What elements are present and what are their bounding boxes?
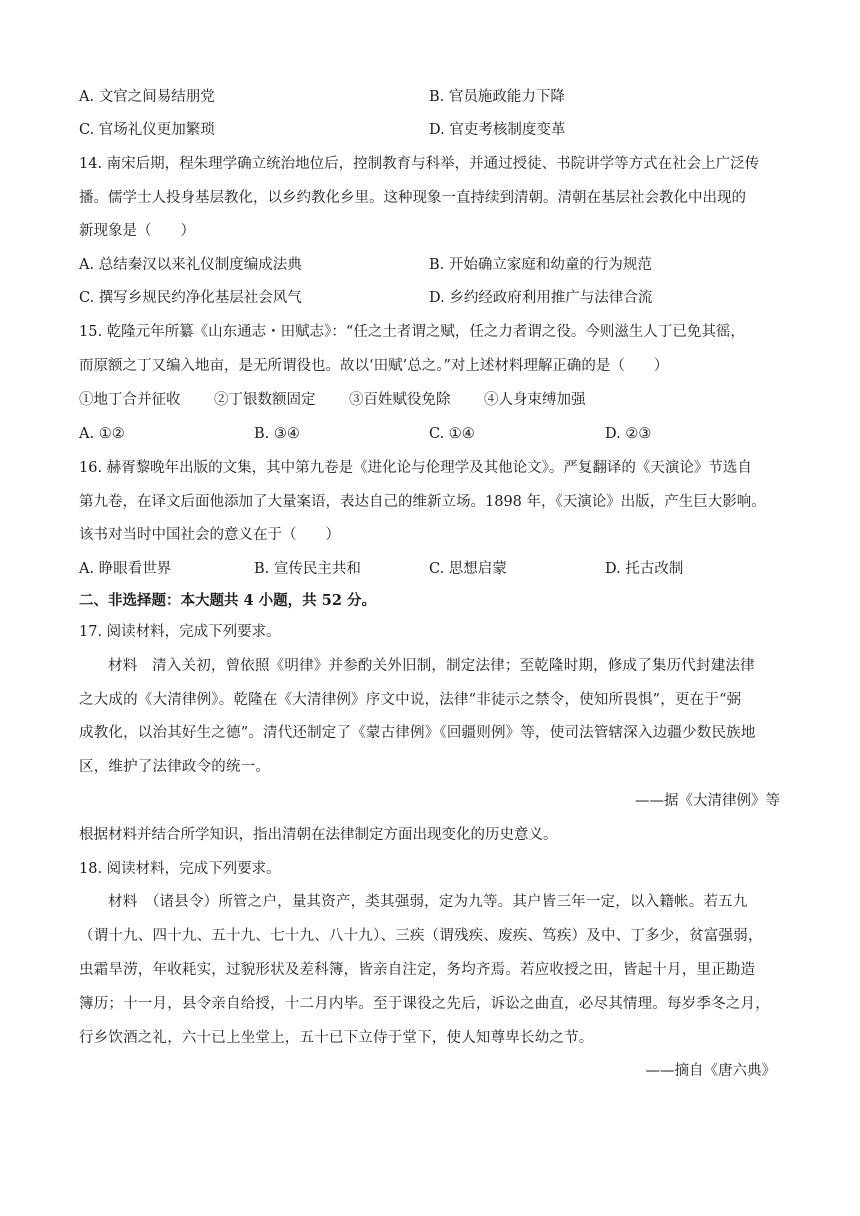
q17-question: 根据材料并结合所学知识，指出清朝在法律制定方面出现变化的历史意义。 xyxy=(79,827,558,843)
q15-item-3: ③百姓赋役免除 xyxy=(349,392,451,408)
q16-option-a: A. 睁眼看世界 xyxy=(79,561,172,577)
q18-source: ——摘自《唐六典》 xyxy=(645,1063,776,1079)
q13-option-a: A. 文官之间易结朋党 xyxy=(79,89,215,105)
q18-material-line-2: （谓十九、四十九、五十九、七十九、八十九）、三疾（谓残疾、废疾、笃疾）及中、丁多少，贫富强弱， xyxy=(79,928,763,944)
q15-option-c: C. ①④ xyxy=(429,426,475,442)
q16-stem-line-1: 16. 赫胥黎晚年出版的文集，其中第九卷是《进化论与伦理学及其他论文》。严复翻译的《天演论》节选自 xyxy=(79,460,752,476)
q14-stem-line-3: 新现象是（ ） xyxy=(79,223,195,239)
q17-source: ——据《大清律例》等 xyxy=(635,793,780,809)
q14-option-d: D. 乡约经政府利用推广与法律合流 xyxy=(429,290,653,306)
q14-stem-line-1: 14. 南宋后期，程朱理学确立统治地位后，控制教育与科举，并通过授徒、书院讲学等方式在社会上广泛传 xyxy=(79,156,760,172)
q15-item-2: ②丁银数额固定 xyxy=(214,392,316,408)
q15-option-a: A. ①② xyxy=(79,426,125,442)
q17-heading: 17. 阅读材料，完成下列要求。 xyxy=(79,624,281,640)
q13-option-c: C. 官场礼仪更加繁琐 xyxy=(79,122,215,138)
q15-option-d: D. ②③ xyxy=(605,426,652,442)
q17-material-line-3: 成教化，以治其好生之德”。清代还制定了《蒙古律例》《回疆则例》等，使司法管辖深入边疆少数民族地 xyxy=(79,725,756,741)
q14-option-a: A. 总结秦汉以来礼仪制度编成法典 xyxy=(79,257,302,273)
q16-option-b: B. 宣传民主共和 xyxy=(254,561,361,577)
q18-material-line-3: 虫霜旱涝，年收耗实，过貌形状及差科簿，皆亲自注定，务均齐焉。若应收授之田，皆起十月，里正勘造 xyxy=(79,962,756,978)
q14-option-c: C. 撰写乡规民约净化基层社会风气 xyxy=(79,290,302,306)
q16-stem-line-3: 该书对当时中国社会的意义在于（ ） xyxy=(79,527,340,543)
q13-option-d: D. 官吏考核制度变革 xyxy=(429,122,566,138)
q16-option-d: D. 托古改制 xyxy=(605,561,684,577)
q17-material-line-1: 材料 清入关初，曾依照《明律》并参酌关外旧制，制定法律；至乾隆时期，修成了集历代封建法律 xyxy=(108,658,755,674)
q17-material-line-4: 区，维护了法律政令的统一。 xyxy=(79,759,271,775)
q13-option-b: B. 官员施政能力下降 xyxy=(429,89,565,105)
section-heading: 二、非选择题：本大题共 4 小题，共 52 分。 xyxy=(79,592,376,609)
q15-item-4: ④人身束缚加强 xyxy=(484,392,586,408)
q14-stem-line-2: 播。儒学士人投身基层教化，以乡约教化乡里。这种现象一直持续到清朝。清朝在基层社会教化中出现的 xyxy=(79,190,746,206)
q18-material-line-4: 簿历；十一月，县令亲自给授，十二月内毕。至于课役之先后，诉讼之曲直，必尽其情理。每岁季冬之月， xyxy=(79,996,770,1012)
q18-heading: 18. 阅读材料，完成下列要求。 xyxy=(79,861,281,877)
q14-option-b: B. 开始确立家庭和幼童的行为规范 xyxy=(429,257,652,273)
q16-stem-line-2: 第九卷，在译文后面他添加了大量案语，表达自己的维新立场。1898 年，《天演论》出版，产生巨大影响。 xyxy=(79,494,766,510)
q18-material-line-5: 行乡饮酒之礼，六十已上坐堂上，五十已下立侍于堂下，使人知尊卑长幼之节。 xyxy=(79,1030,594,1046)
q16-option-c: C. 思想启蒙 xyxy=(429,561,507,577)
q15-stem-line-1: 15. 乾隆元年所纂《山东通志・田赋志》：“任之土者谓之赋，任之力者谓之役。今则滋生人丁已免其徭， xyxy=(79,324,745,340)
q17-material-line-2: 之大成的《大清律例》。乾隆在《大清律例》序文中说，法律“非徒示之禁令，使知所畏惧”，更在于“弼 xyxy=(79,692,742,708)
q18-material-line-1: 材料 （诸县令）所管之户，量其资产，类其强弱，定为九等。其户皆三年一定，以入籍帐。若五九 xyxy=(108,894,748,910)
q15-stem-line-2: 而原额之丁又编入地亩，是无所谓役也。故以‘田赋’总之。”对上述材料理解正确的是（ ） xyxy=(79,358,669,374)
q15-item-1: ①地丁合并征收 xyxy=(79,392,181,408)
q15-option-b: B. ③④ xyxy=(254,426,300,442)
